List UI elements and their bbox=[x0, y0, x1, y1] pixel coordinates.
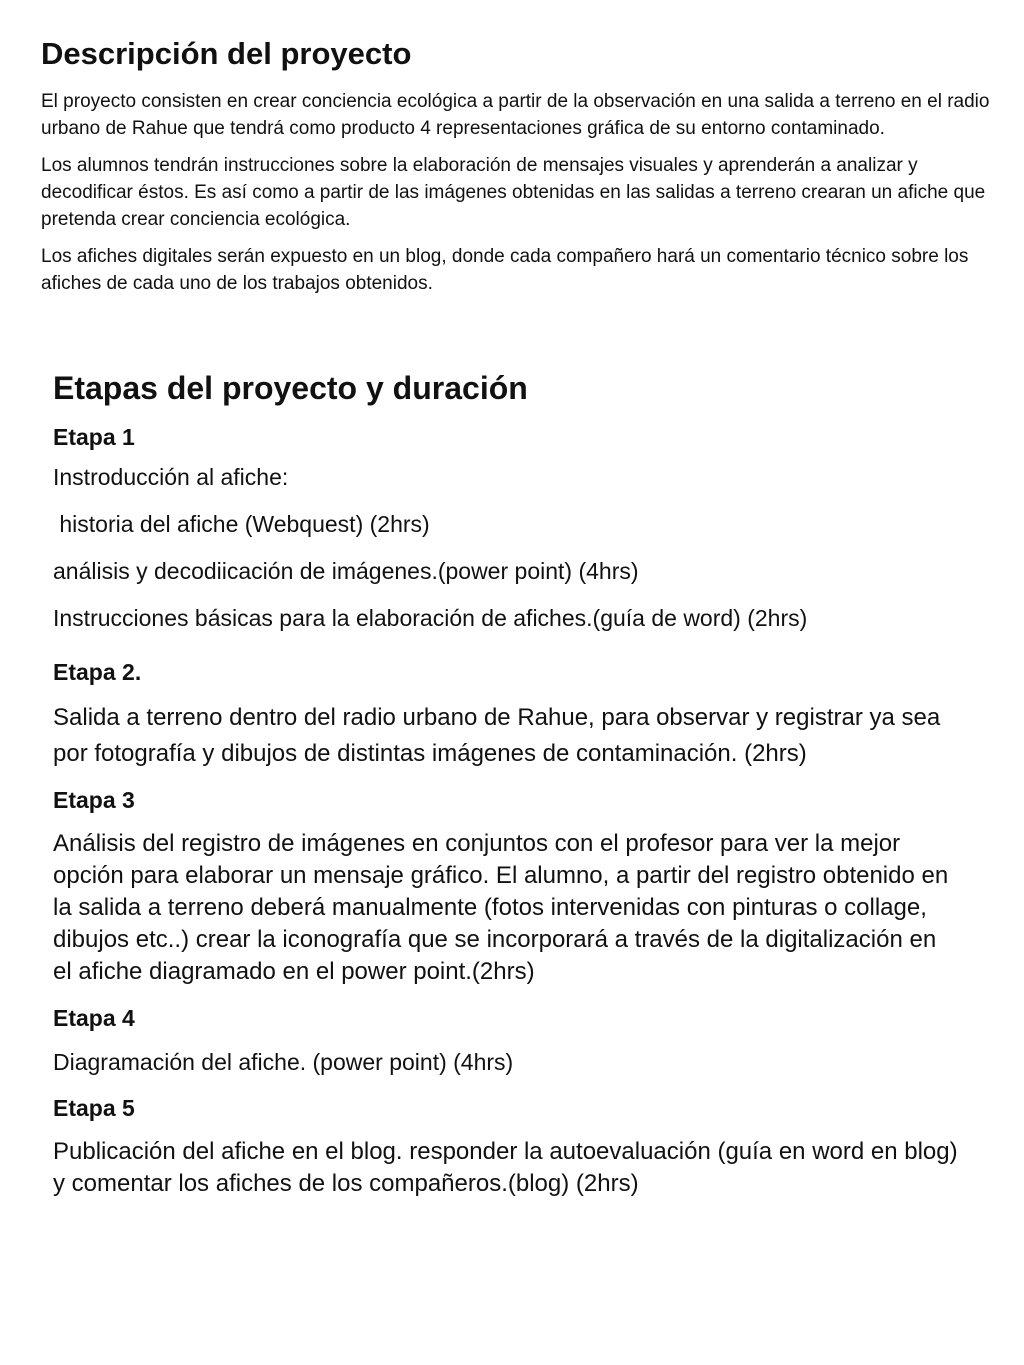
stage-1-line-3: análisis y decodiicación de imágenes.(power point) (4hrs) bbox=[53, 558, 639, 584]
stage-2-title: Etapa 2. bbox=[53, 659, 142, 685]
stage-5-text: Publicación del afiche en el blog. responder la autoevaluación (guía en word en blog) y comentar los afiches de los compañeros.(blog) (2hrs) bbox=[53, 1138, 958, 1197]
stage-3-text: Análisis del registro de imágenes en conjuntos con el profesor para ver la mejor opción para elaborar un mensaje gráfico. El alumno, a partir del registro obtenido en la salida a terreno deberá manualmente (fotos intervenidas con pinturas o collage, dibujos etc..) crear la iconografía que se incorporará a través de la digitalización en el afiche diagramado en el power point.(2hrs) bbox=[53, 830, 949, 985]
stage-1-line-1: Instroducción al afiche: bbox=[53, 464, 289, 490]
project-description-section bbox=[41, 34, 1001, 307]
stage-1 bbox=[53, 421, 993, 634]
stage-3 bbox=[53, 784, 993, 988]
stage-1-line-2: historia del afiche (Webquest) (2hrs) bbox=[53, 511, 430, 537]
description-paragraph-1: El proyecto consisten en crear conciencia ecológica a partir de la observación en una salida a terreno en el radio urbano de Rahue que tendrá como producto 4 representaciones gráfica de su entorno contaminado. bbox=[41, 91, 990, 139]
stages-heading: Etapas del proyecto y duración bbox=[53, 370, 528, 406]
stage-2 bbox=[53, 656, 993, 772]
stage-5-title: Etapa 5 bbox=[53, 1095, 135, 1121]
project-stages-section bbox=[53, 367, 993, 1208]
stage-4 bbox=[53, 1002, 993, 1078]
description-heading: Descripción del proyecto bbox=[41, 36, 412, 71]
description-paragraph-3: Los afiches digitales serán expuesto en un blog, donde cada compañero hará un comentario técnico sobre los afiches de cada uno de los trabajos obtenidos. bbox=[41, 246, 969, 294]
stage-2-text: Salida a terreno dentro del radio urbano de Rahue, para observar y registrar ya sea por fotografía y dibujos de distintas imágenes de contaminación. (2hrs) bbox=[53, 704, 941, 767]
description-paragraph-2: Los alumnos tendrán instrucciones sobre la elaboración de mensajes visuales y aprenderán a analizar y decodificar éstos. Es así como a partir de las imágenes obtenidas en las salidas a terreno crearan un afiche que pretenda crear conciencia ecológica. bbox=[41, 155, 986, 230]
stage-3-title: Etapa 3 bbox=[53, 787, 135, 813]
stage-5 bbox=[53, 1092, 993, 1200]
stage-4-title: Etapa 4 bbox=[53, 1005, 135, 1031]
stage-1-line-4: Instrucciones básicas para la elaboración de afiches.(guía de word) (2hrs) bbox=[53, 605, 808, 631]
stage-1-title: Etapa 1 bbox=[53, 424, 135, 450]
stage-4-text: Diagramación del afiche. (power point) (4hrs) bbox=[53, 1049, 514, 1075]
